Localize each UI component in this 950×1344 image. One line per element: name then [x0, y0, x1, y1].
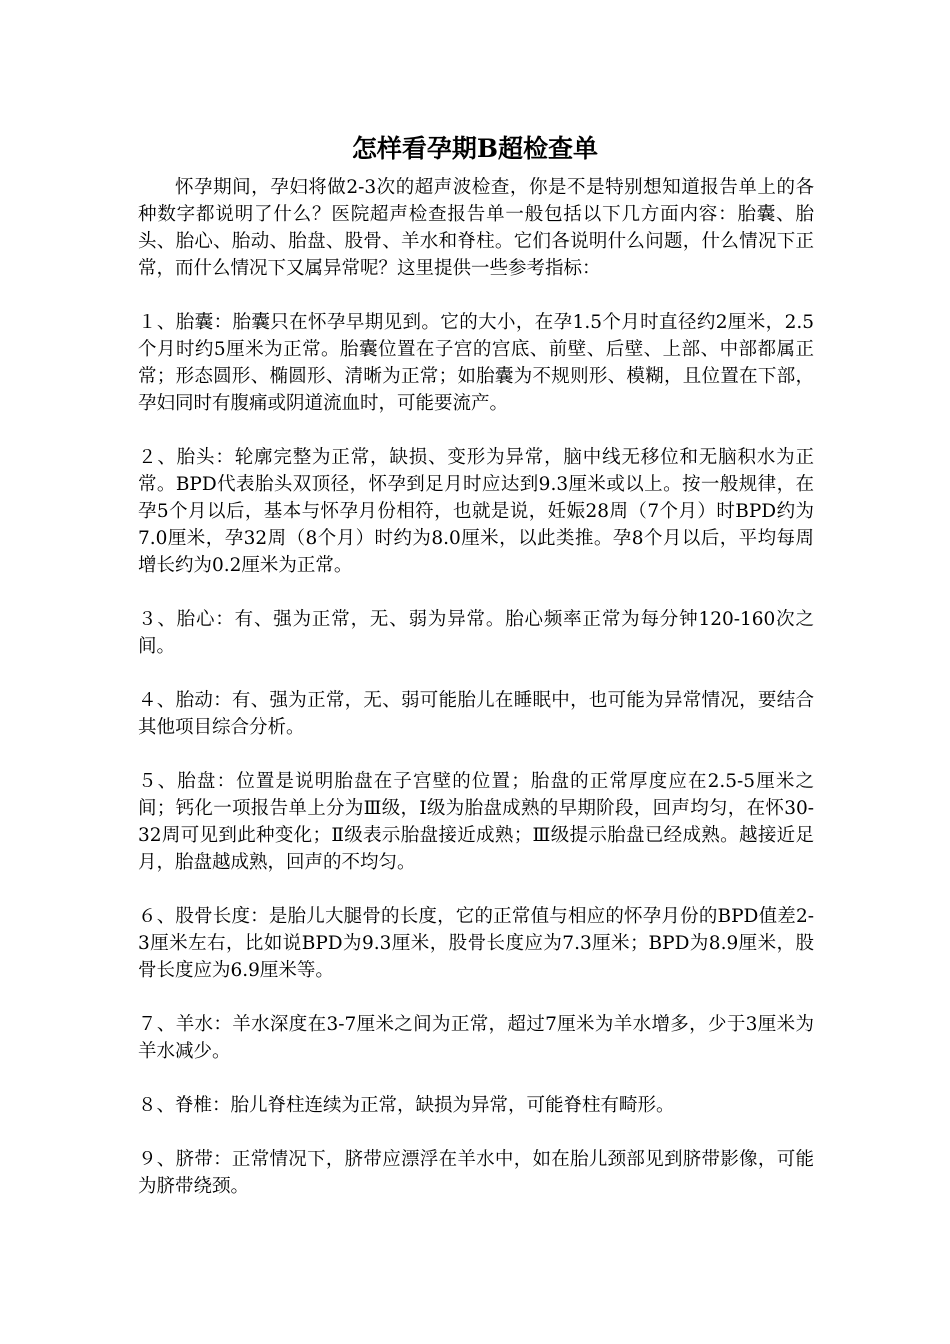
item-placenta: ５、胎盘：位置是说明胎盘在子宫壁的位置；胎盘的正常厚度应在2.5-5厘米之间；钙化一项报告单上分为Ⅲ级，Ⅰ级为胎盘成熟的早期阶段，回声均匀，在怀30-32周可见到此种变化；Ⅱ级表示胎盘接近成熟；Ⅲ级提示胎盘已经成熟。越接近足月，胎盘越成熟，回声的不均匀。: [138, 771, 814, 873]
document-title: 怎样看孕期B超检查单: [351, 134, 599, 163]
item-fetal-heart: ３、胎心：有、强为正常，无、弱为异常。胎心频率正常为每分钟120-160次之间。: [138, 609, 814, 657]
item-fetal-movement: ４、胎动：有、强为正常，无、弱可能胎儿在睡眠中，也可能为异常情况，要结合其他项目综合分析。: [138, 690, 814, 738]
item-spine: ８、脊椎：胎儿脊柱连续为正常，缺损为异常，可能脊柱有畸形。: [138, 1095, 675, 1116]
item-umbilical-cord: ９、脐带：正常情况下，脐带应漂浮在羊水中，如在胎儿颈部见到脐带影像，可能为脐带绕颈。: [138, 1149, 814, 1197]
item-amniotic-fluid: ７、羊水：羊水深度在3-7厘米之间为正常，超过7厘米为羊水增多，少于3厘米为羊水减少。: [138, 1014, 814, 1062]
document-body: [138, 174, 814, 1227]
item-femur-length: ６、股骨长度：是胎儿大腿骨的长度，它的正常值与相应的怀孕月份的BPD值差2-3厘米左右，比如说BPD为9.3厘米，股骨长度应为7.3厘米；BPD为8.9厘米，股骨长度应为6.9厘米等。: [138, 906, 814, 981]
intro-paragraph: 怀孕期间，孕妇将做2-3次的超声波检查，你是不是特别想知道报告单上的各种数字都说明了什么？医院超声检查报告单一般包括以下几方面内容：胎囊、胎头、胎心、胎动、胎盘、股骨、羊水和脊柱。它们各说明什么问题，什么情况下正常，而什么情况下又属异常呢？这里提供一些参考指标：: [138, 177, 814, 279]
item-gestational-sac: １、胎囊：胎囊只在怀孕早期见到。它的大小，在孕1.5个月时直径约2厘米，2.5个月时约5厘米为正常。胎囊位置在子宫的宫底、前壁、后壁、上部、中部都属正常；形态圆形、椭圆形、清晰为正常；如胎囊为不规则形、模糊，且位置在下部，孕妇同时有腹痛或阴道流血时，可能要流产。: [138, 312, 814, 414]
item-fetal-head: ２、胎头：轮廓完整为正常，缺损、变形为异常，脑中线无移位和无脑积水为正常。BPD代表胎头双顶径，怀孕到足月时应达到9.3厘米或以上。按一般规律，在孕5个月以后，基本与怀孕月份相符，也就是说，妊娠28周（7个月）时BPD约为7.0厘米，孕32周（8个月）时约为8.0厘米，以此类推。孕8个月以后，平均每周增长约为0.2厘米为正常。: [138, 447, 814, 576]
